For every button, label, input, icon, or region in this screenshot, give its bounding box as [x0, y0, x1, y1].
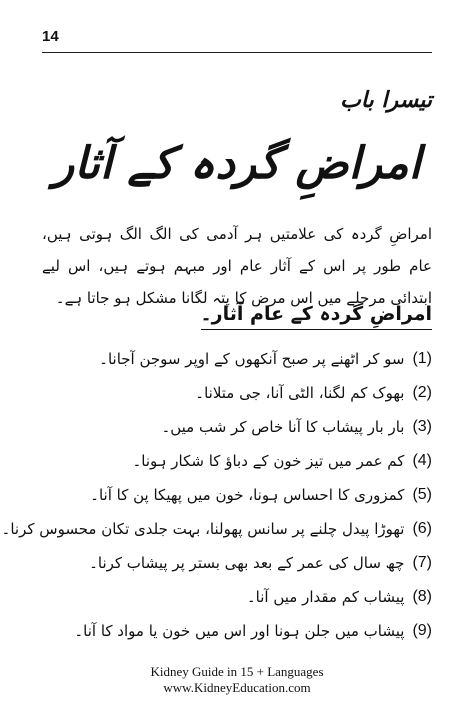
list-item	[42, 376, 432, 410]
list-item-text: بھوک کم لگنا، الٹی آنا، جی متلانا۔	[195, 384, 405, 402]
list-item-text: سو کر اٹھنے پر صبح آنکھوں کے اوپر سوجن آجانا۔	[99, 350, 405, 368]
intro-paragraph: امراضِ گردہ کی علامتیں ہر آدمی کی الگ الگ ہوتی ہیں، عام طور پر اس کے آثار عام اور مبہم ہوتے ہیں، اس لیے ابتدائی مرحلے میں اس مرض کا پتہ لگانا مشکل ہو جاتا ہے۔	[42, 225, 432, 307]
page-title: امراضِ گردہ کے آثار	[53, 138, 421, 189]
list-item	[42, 410, 432, 444]
list-item-number: (4)	[412, 452, 432, 469]
list-item	[42, 580, 432, 614]
page-footer	[0, 664, 474, 696]
list-item	[42, 546, 432, 580]
footer-title: Kidney Guide in 15 + Languages	[150, 664, 324, 679]
list-item-number: (6)	[412, 520, 432, 537]
list-item-text: کم عمر میں تیز خون کے دباؤ کا شکار ہونا۔	[132, 452, 405, 470]
list-item	[42, 478, 432, 512]
list-item-text: چھ سال کی عمر کے بعد بھی بستر پر پیشاب کرنا۔	[89, 554, 405, 572]
footer-website-link[interactable]: www.KidneyEducation.com	[163, 680, 311, 695]
list-item-number: (5)	[412, 486, 432, 503]
section-heading: امراضِ گردہ کے عام آثار۔	[201, 300, 432, 330]
list-item-text: تھوڑا پیدل چلنے پر سانس پھولنا، بہت جلدی تکان محسوس کرنا۔	[1, 520, 405, 538]
list-item-number: (1)	[412, 350, 432, 367]
chapter-label: تیسرا باب	[340, 88, 432, 113]
list-item	[42, 444, 432, 478]
list-item-text: کمزوری کا احساس ہونا، خون میں پھیکا پن کا آنا۔	[90, 486, 405, 504]
header-rule	[42, 52, 432, 53]
list-item-number: (2)	[412, 384, 432, 401]
list-item-number: (7)	[412, 554, 432, 571]
list-item-number: (3)	[412, 418, 432, 435]
list-item	[42, 342, 432, 376]
list-item-number: (8)	[412, 588, 432, 605]
page-number: 14	[42, 28, 59, 45]
list-item-text: پیشاب میں جلن ہونا اور اس میں خون یا مواد کا آنا۔	[74, 622, 405, 640]
list-item-number: (9)	[412, 622, 432, 639]
list-item	[1, 512, 432, 546]
list-item-text: بار بار پیشاب کا آنا خاص کر شب میں۔	[161, 418, 405, 436]
symptom-list	[1, 342, 432, 648]
list-item-text: پیشاب کم مقدار میں آنا۔	[246, 588, 405, 606]
list-item	[42, 614, 432, 648]
